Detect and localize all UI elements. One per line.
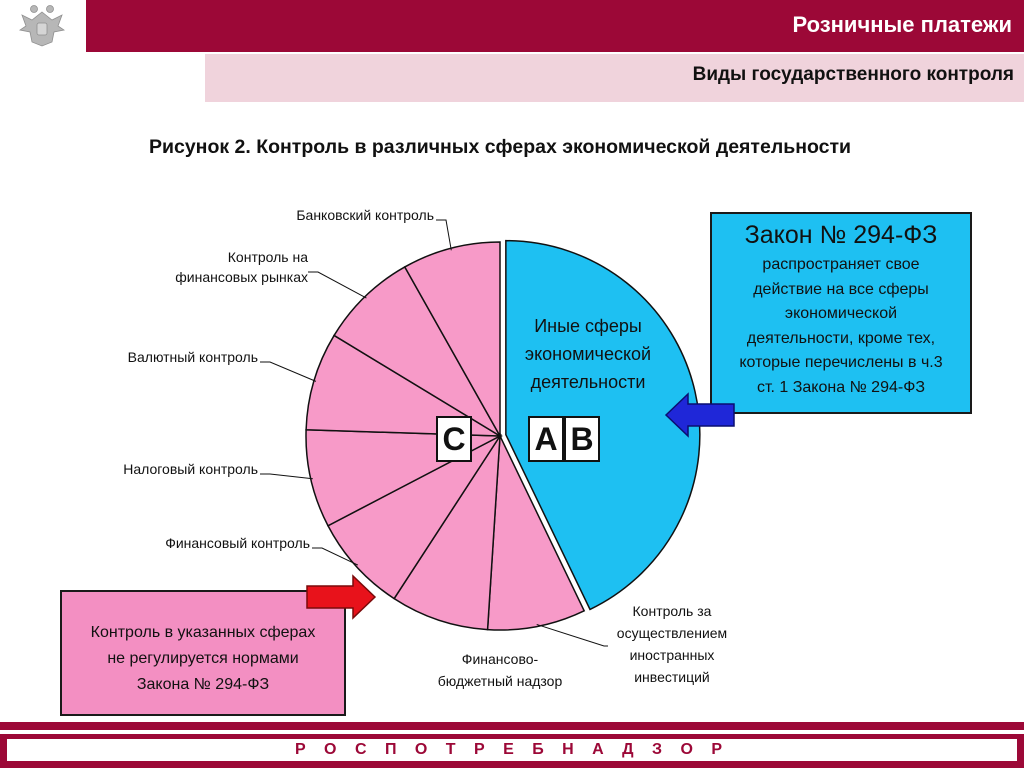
figure-title: Рисунок 2. Контроль в различных сферах экономической деятельности (148, 136, 852, 158)
law-line: которые перечислены в ч.3 (739, 354, 943, 371)
slice-label: Валютный контроль (127, 349, 258, 365)
slice-label: Банковский контроль (296, 207, 434, 223)
law-line: ст. 1 Закона № 294-ФЗ (756, 378, 926, 396)
leader-line (436, 220, 451, 250)
exclusion-callout (60, 590, 346, 716)
leader-line (260, 474, 313, 479)
law-heading: Закон № 294-ФЗ (744, 221, 938, 249)
slice-label: Финансовый контроль (165, 535, 310, 551)
slice-label: Налоговый контроль (123, 461, 258, 477)
law-line: распространяет свое (762, 256, 920, 273)
subheader-title: Виды государственного контроля (692, 64, 1014, 85)
letter-b-box: B (564, 416, 600, 462)
slice-label: Иные сферы экономической деятельности (524, 316, 652, 392)
law-scope-callout (710, 212, 972, 414)
letter-c-box: C (436, 416, 472, 462)
exclusion-line: не регулируется нормами (107, 650, 299, 667)
law-line: действие на все сферы (753, 280, 929, 298)
slice-label: Контроль за осуществлением иностранных инвестиций (616, 603, 728, 685)
header-title: Розничные платежи (792, 12, 1012, 37)
leader-line (260, 362, 316, 381)
slice-label: Финансово-бюджетный надзор (437, 651, 563, 689)
slice-label: Контроль на финансовых рынках (175, 249, 308, 285)
arrow-right-icon (305, 574, 377, 620)
law-description (712, 253, 970, 400)
arrow-left-icon (664, 392, 736, 438)
letter-a-box: A (528, 416, 564, 462)
footer-divider (0, 722, 1024, 730)
footer-bar (0, 734, 1024, 768)
footer-text: Р О С П О Т Р Е Б Н А Д З О Р (6, 738, 1018, 762)
law-line: экономической (784, 305, 898, 322)
leader-line (537, 624, 608, 646)
leader-line (308, 272, 366, 298)
exclusion-line: Закона № 294-ФЗ (136, 676, 270, 693)
law-line: деятельности, кроме тех, (746, 329, 936, 347)
exclusion-line: Контроль в указанных сферах (90, 624, 316, 641)
